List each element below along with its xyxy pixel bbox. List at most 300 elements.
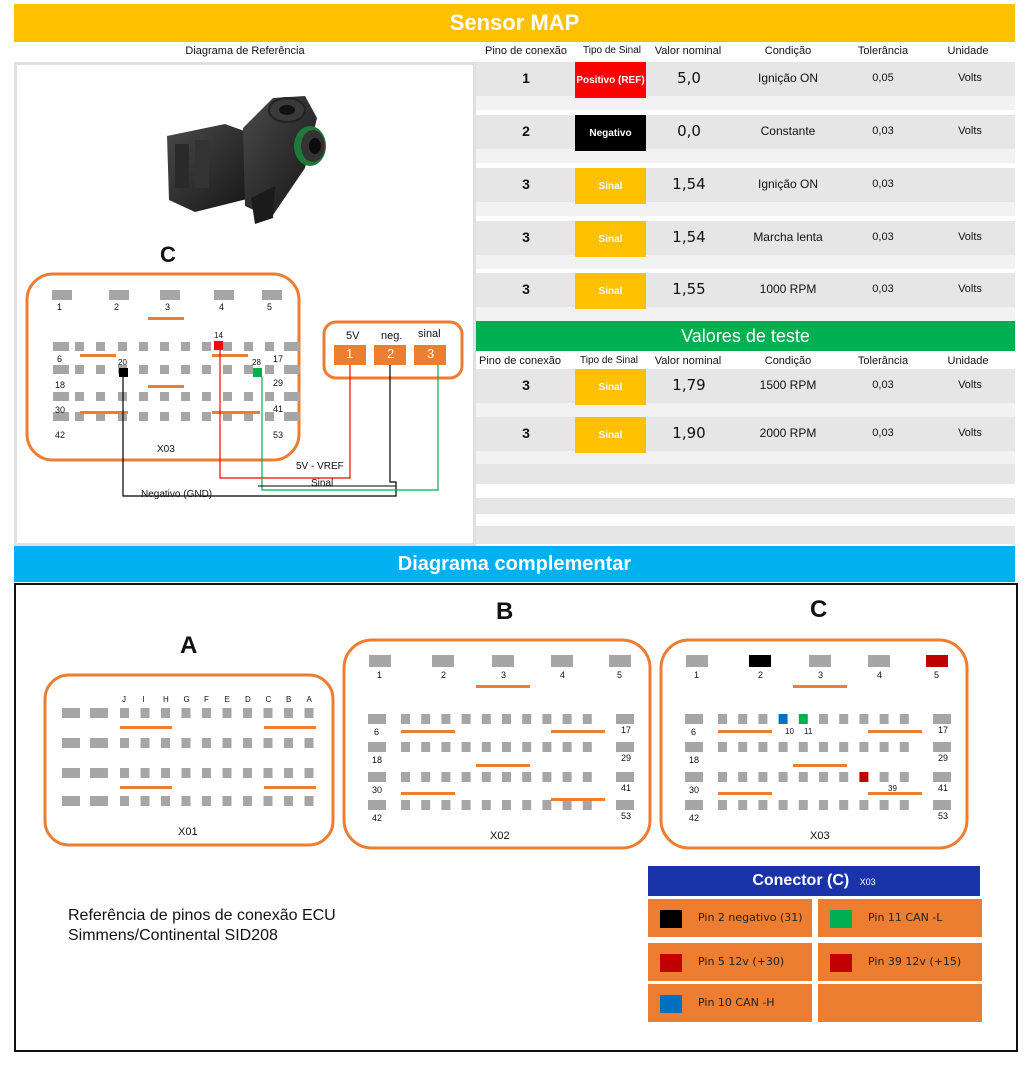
connector-a-col-label: H bbox=[163, 695, 169, 704]
row-spacer bbox=[476, 202, 1015, 216]
connector-pin bbox=[264, 738, 273, 748]
legend-item bbox=[648, 984, 812, 1022]
connector-pin bbox=[401, 800, 410, 810]
connector-pin bbox=[583, 742, 592, 752]
connector-pin-label: 30 bbox=[372, 785, 383, 795]
ref-pin-6: 6 bbox=[57, 354, 63, 364]
ref-pin-42: 42 bbox=[55, 430, 66, 440]
connector-pin bbox=[305, 768, 314, 778]
ref-connector-letter: C bbox=[160, 242, 176, 267]
connector-pin bbox=[401, 772, 410, 782]
connector-pin-label: 18 bbox=[689, 755, 700, 765]
connector-pin bbox=[542, 800, 551, 810]
ref-pin-3: 3 bbox=[165, 302, 171, 312]
connector-pin bbox=[542, 742, 551, 752]
connector-pin bbox=[482, 714, 491, 724]
ecu-reference-line-2: Simmens/Continental SID208 bbox=[68, 927, 278, 944]
connector-pin bbox=[758, 714, 767, 724]
row-unit: Volts bbox=[958, 125, 982, 137]
header-unit: Unidade bbox=[947, 45, 989, 57]
connector-pin bbox=[75, 392, 84, 401]
connector-pin bbox=[616, 772, 634, 782]
connector-pin bbox=[779, 800, 788, 810]
row-unit: Volts bbox=[958, 72, 982, 84]
connector-pin-label: 1 bbox=[694, 670, 700, 680]
row-tolerance: 0,03 bbox=[872, 379, 894, 391]
connector-pin bbox=[62, 768, 80, 778]
connector-pin bbox=[799, 714, 808, 724]
row-nominal: 1,79 bbox=[672, 376, 706, 394]
legend-title bbox=[648, 866, 980, 896]
row-unit: Volts bbox=[958, 283, 982, 295]
ref-pin-53: 53 bbox=[273, 430, 284, 440]
connector-pin bbox=[243, 738, 252, 748]
connector-pin bbox=[284, 365, 300, 374]
connector-pin bbox=[900, 800, 909, 810]
connector-pin-label: 53 bbox=[938, 811, 949, 821]
connector-pin bbox=[368, 772, 386, 782]
signal-type-badge: Positivo (REF) bbox=[575, 62, 646, 98]
connector-pin bbox=[284, 342, 300, 351]
row-tolerance: 0,03 bbox=[872, 283, 894, 295]
connector-pin bbox=[244, 342, 253, 351]
ref-pin-4: 4 bbox=[219, 302, 225, 312]
connector-pin bbox=[868, 655, 890, 667]
connector-pin bbox=[502, 772, 511, 782]
connector-pin bbox=[90, 768, 108, 778]
connector-pin bbox=[441, 800, 450, 810]
row-nominal: 1,54 bbox=[672, 175, 706, 193]
connector-pin-label: 3 bbox=[501, 670, 507, 680]
connector-pin bbox=[160, 342, 169, 351]
legend-swatch bbox=[660, 954, 682, 972]
ecu-reference-line-1: Referência de pinos de conexão ECU bbox=[68, 907, 336, 924]
connector-pin-label: 5 bbox=[934, 670, 940, 680]
connector-c-name: X03 bbox=[810, 830, 830, 842]
row-condition: 2000 RPM bbox=[759, 426, 817, 440]
row-nominal: 0,0 bbox=[677, 122, 701, 140]
test-header-unit: Unidade bbox=[947, 355, 989, 367]
ref-pin-20: 20 bbox=[118, 358, 127, 367]
header-condition: Condição bbox=[764, 45, 812, 57]
connector-pin bbox=[284, 796, 293, 806]
row-spacer bbox=[476, 96, 1015, 110]
connector-pin bbox=[53, 365, 69, 374]
legend-swatch bbox=[830, 910, 852, 928]
row-spacer bbox=[476, 255, 1015, 269]
connector-pin bbox=[202, 796, 211, 806]
connector-pin bbox=[880, 714, 889, 724]
connector-pin bbox=[819, 742, 828, 752]
connector-pin bbox=[685, 742, 703, 752]
signal-type-badge: Sinal bbox=[575, 417, 646, 453]
connector-pin bbox=[542, 714, 551, 724]
signal-type-badge: Sinal bbox=[575, 221, 646, 257]
connector-pin bbox=[502, 800, 511, 810]
page-title: Sensor MAP bbox=[14, 4, 1015, 42]
connector-a-name: X01 bbox=[178, 826, 198, 838]
row-spacer bbox=[476, 403, 1015, 417]
row-nominal: 1,90 bbox=[672, 424, 706, 442]
connector-pin bbox=[181, 342, 190, 351]
connector-pin bbox=[482, 800, 491, 810]
connector-pin bbox=[202, 392, 211, 401]
connector-highlight-label: 10 bbox=[785, 727, 794, 736]
connector-pin bbox=[779, 714, 788, 724]
connector-pin bbox=[75, 365, 84, 374]
ref-pin-41: 41 bbox=[273, 404, 284, 414]
connector-pin bbox=[616, 742, 634, 752]
sensor-pin-1: 1 bbox=[346, 346, 354, 361]
connector-pin bbox=[880, 800, 889, 810]
header-signal-type: Tipo de Sinal bbox=[583, 45, 641, 56]
connector-pin bbox=[880, 742, 889, 752]
connector-pin bbox=[161, 796, 170, 806]
connector-pin bbox=[502, 714, 511, 724]
connector-pin-label: 42 bbox=[689, 813, 700, 823]
connector-pin bbox=[859, 742, 868, 752]
legend-label: Pin 11 CAN -L bbox=[868, 911, 943, 924]
connector-pin-label: 29 bbox=[621, 753, 632, 763]
connector-a-col-label: D bbox=[245, 695, 251, 704]
wire-label-sinal: Sinal bbox=[311, 478, 334, 489]
connector-pin bbox=[758, 800, 767, 810]
header-diagram-ref: Diagrama de Referência bbox=[185, 45, 305, 57]
connector-pin bbox=[141, 708, 150, 718]
connector-pin bbox=[482, 772, 491, 782]
signal-type-badge: Sinal bbox=[575, 369, 646, 405]
connector-pin bbox=[202, 342, 211, 351]
wire-label-gnd: Negativo (GND) bbox=[141, 489, 213, 500]
connector-pin bbox=[421, 714, 430, 724]
connector-pin bbox=[202, 365, 211, 374]
connector-pin bbox=[264, 768, 273, 778]
connector-pin bbox=[62, 796, 80, 806]
complementary-title: Diagrama complementar bbox=[14, 546, 1015, 582]
empty-row bbox=[476, 526, 1015, 544]
connector-pin-label: 41 bbox=[621, 783, 632, 793]
ref-pin-1: 1 bbox=[57, 302, 63, 312]
connector-pin-label: 42 bbox=[372, 813, 383, 823]
connector-pin bbox=[859, 772, 868, 782]
legend-item bbox=[818, 899, 982, 937]
connector-pin bbox=[118, 342, 127, 351]
sensor-label-sinal: sinal bbox=[418, 328, 441, 340]
row-spacer bbox=[476, 307, 1015, 321]
sensor-label-5v: 5V bbox=[346, 330, 360, 342]
connector-pin-label: 17 bbox=[621, 725, 632, 735]
connector-pin bbox=[265, 365, 274, 374]
connector-pin bbox=[265, 342, 274, 351]
connector-pin bbox=[441, 772, 450, 782]
row-spacer bbox=[476, 451, 1015, 465]
row-pin: 1 bbox=[522, 70, 530, 86]
connector-pin bbox=[90, 796, 108, 806]
connector-pin bbox=[244, 392, 253, 401]
connector-pin bbox=[685, 772, 703, 782]
connector-pin bbox=[182, 768, 191, 778]
connector-pin bbox=[181, 365, 190, 374]
legend-item bbox=[818, 943, 982, 981]
connector-pin bbox=[738, 742, 747, 752]
connector-pin bbox=[839, 742, 848, 752]
connector-pin bbox=[933, 772, 951, 782]
ref-pin-30: 30 bbox=[55, 405, 66, 415]
legend-swatch bbox=[660, 995, 682, 1013]
connector-pin bbox=[799, 772, 808, 782]
connector-pin bbox=[202, 768, 211, 778]
connector-pin bbox=[160, 412, 169, 421]
connector-pin bbox=[369, 655, 391, 667]
connector-pin bbox=[243, 768, 252, 778]
test-header-signal-type: Tipo de Sinal bbox=[580, 355, 638, 366]
connector-pin bbox=[616, 714, 634, 724]
test-values-title: Valores de teste bbox=[476, 321, 1015, 351]
row-condition: Ignição ON bbox=[757, 71, 819, 85]
connector-pin bbox=[462, 714, 471, 724]
ecu-reference-text bbox=[68, 906, 336, 946]
connector-pin bbox=[202, 708, 211, 718]
connector-pin bbox=[441, 714, 450, 724]
row-nominal: 1,54 bbox=[672, 228, 706, 246]
legend-swatch bbox=[830, 954, 852, 972]
connector-pin bbox=[120, 708, 129, 718]
connector-pin bbox=[284, 392, 300, 401]
connector-pin bbox=[859, 714, 868, 724]
connector-c-letter: C bbox=[810, 596, 828, 623]
connector-pin bbox=[502, 742, 511, 752]
legend-empty-cell bbox=[818, 984, 982, 1022]
connector-b-name: X02 bbox=[490, 830, 510, 842]
connector-pin bbox=[223, 708, 232, 718]
connector-pin bbox=[563, 742, 572, 752]
row-unit: Volts bbox=[958, 427, 982, 439]
connector-pin bbox=[809, 655, 831, 667]
connector-pin bbox=[616, 800, 634, 810]
connector-pin bbox=[542, 772, 551, 782]
test-table-header bbox=[476, 352, 1015, 368]
wire-label-vref: 5V - VREF bbox=[296, 461, 344, 472]
signal-type-badge: Sinal bbox=[575, 168, 646, 204]
row-spacer bbox=[476, 149, 1015, 163]
connector-pin bbox=[139, 365, 148, 374]
legend-title-suffix: X03 bbox=[859, 877, 876, 887]
empty-row bbox=[476, 498, 1015, 514]
connector-pin bbox=[685, 800, 703, 810]
test-header-nominal: Valor nominal bbox=[654, 355, 722, 367]
table-header bbox=[14, 42, 1015, 62]
connector-pin bbox=[305, 796, 314, 806]
ref-pin-2: 2 bbox=[114, 302, 120, 312]
connector-pin bbox=[62, 708, 80, 718]
connector-pin bbox=[492, 655, 514, 667]
connector-pin bbox=[141, 768, 150, 778]
header-pin: Pino de conexão bbox=[485, 45, 567, 57]
connector-b-diagram bbox=[341, 637, 653, 851]
row-tolerance: 0,03 bbox=[872, 427, 894, 439]
connector-a-col-label: J bbox=[122, 695, 126, 704]
connector-pin-label: 53 bbox=[621, 811, 632, 821]
connector-pin bbox=[223, 738, 232, 748]
connector-highlight-label: 39 bbox=[888, 784, 897, 793]
row-nominal: 1,55 bbox=[672, 280, 706, 298]
connector-pin bbox=[563, 772, 572, 782]
connector-pin bbox=[859, 800, 868, 810]
connector-pin bbox=[368, 800, 386, 810]
connector-pin bbox=[551, 655, 573, 667]
connector-pin bbox=[284, 738, 293, 748]
signal-type-badge: Negativo bbox=[575, 115, 646, 151]
connector-pin bbox=[421, 742, 430, 752]
connector-pin bbox=[139, 342, 148, 351]
connector-pin bbox=[182, 738, 191, 748]
row-unit: Volts bbox=[958, 231, 982, 243]
connector-pin bbox=[161, 768, 170, 778]
row-pin: 3 bbox=[522, 425, 530, 441]
connector-pin bbox=[583, 714, 592, 724]
row-condition: Marcha lenta bbox=[753, 230, 823, 244]
connector-pin bbox=[609, 655, 631, 667]
signal-type-badge: Sinal bbox=[575, 273, 646, 309]
ref-pin-14: 14 bbox=[214, 331, 223, 340]
connector-pin bbox=[120, 738, 129, 748]
connector-pin bbox=[96, 342, 105, 351]
connector-pin bbox=[243, 708, 252, 718]
connector-pin bbox=[718, 772, 727, 782]
connector-pin bbox=[96, 392, 105, 401]
ref-pin-5: 5 bbox=[267, 302, 273, 312]
connector-pin bbox=[738, 772, 747, 782]
connector-pin bbox=[441, 742, 450, 752]
connector-pin bbox=[779, 772, 788, 782]
connector-pin bbox=[900, 772, 909, 782]
legend-label: Pin 10 CAN -H bbox=[698, 996, 775, 1009]
connector-a-col-label: G bbox=[183, 695, 190, 704]
legend-item bbox=[648, 899, 812, 937]
connector-pin bbox=[284, 708, 293, 718]
connector-pin-label: 41 bbox=[938, 783, 949, 793]
connector-pin bbox=[933, 800, 951, 810]
test-header-condition: Condição bbox=[764, 355, 812, 367]
connector-pin bbox=[738, 800, 747, 810]
row-pin: 3 bbox=[522, 229, 530, 245]
connector-pin bbox=[718, 742, 727, 752]
row-pin: 3 bbox=[522, 281, 530, 297]
row-tolerance: 0,05 bbox=[872, 72, 894, 84]
connector-pin bbox=[779, 742, 788, 752]
connector-highlight-label: 11 bbox=[804, 727, 813, 736]
connector-a-letter: A bbox=[180, 632, 198, 659]
connector-pin bbox=[223, 768, 232, 778]
row-condition: Ignição ON bbox=[757, 177, 819, 191]
connector-pin bbox=[141, 796, 150, 806]
connector-a-col-label: F bbox=[204, 695, 209, 704]
connector-pin bbox=[160, 392, 169, 401]
ref-pin-28: 28 bbox=[252, 358, 261, 367]
connector-pin bbox=[401, 714, 410, 724]
connector-pin bbox=[462, 772, 471, 782]
empty-row bbox=[476, 464, 1015, 484]
connector-pin bbox=[284, 768, 293, 778]
connector-pin bbox=[583, 800, 592, 810]
connector-pin bbox=[120, 796, 129, 806]
row-condition: 1000 RPM bbox=[759, 282, 817, 296]
connector-pin bbox=[182, 708, 191, 718]
connector-pin bbox=[462, 800, 471, 810]
connector-pin-label: 2 bbox=[758, 670, 764, 680]
header-tolerance: Tolerância bbox=[857, 45, 909, 57]
connector-pin bbox=[758, 742, 767, 752]
connector-pin bbox=[563, 714, 572, 724]
test-header-tolerance: Tolerância bbox=[857, 355, 909, 367]
connector-pin bbox=[718, 714, 727, 724]
connector-pin bbox=[264, 796, 273, 806]
legend-label: Pin 2 negativo (31) bbox=[698, 911, 803, 924]
connector-pin bbox=[799, 742, 808, 752]
ref-pin-29: 29 bbox=[273, 378, 284, 388]
connector-pin bbox=[839, 714, 848, 724]
connector-pin bbox=[368, 714, 386, 724]
sensor-pin-2: 2 bbox=[387, 346, 395, 361]
row-nominal: 5,0 bbox=[677, 69, 701, 87]
legend-label: Pin 5 12v (+30) bbox=[698, 955, 785, 968]
connector-a-col-label: B bbox=[286, 695, 292, 704]
connector-a-col-label: E bbox=[224, 695, 230, 704]
connector-pin bbox=[305, 738, 314, 748]
connector-b-letter: B bbox=[496, 598, 514, 625]
connector-pin bbox=[686, 655, 708, 667]
connector-pin bbox=[522, 714, 531, 724]
connector-pin-label: 6 bbox=[374, 727, 380, 737]
connector-pin bbox=[563, 800, 572, 810]
connector-pin bbox=[819, 800, 828, 810]
connector-pin bbox=[685, 714, 703, 724]
connector-pin bbox=[182, 796, 191, 806]
connector-pin bbox=[53, 392, 69, 401]
connector-pin bbox=[880, 772, 889, 782]
connector-pin-label: 5 bbox=[617, 670, 623, 680]
connector-pin bbox=[223, 796, 232, 806]
connector-pin bbox=[462, 742, 471, 752]
ref-connector-name: X03 bbox=[157, 444, 175, 455]
map-sensor-image bbox=[155, 88, 345, 238]
connector-pin-label: 1 bbox=[377, 670, 383, 680]
row-condition: Constante bbox=[760, 124, 816, 138]
legend-swatch bbox=[660, 910, 682, 928]
connector-pin bbox=[819, 714, 828, 724]
connector-pin bbox=[202, 412, 211, 421]
connector-pin bbox=[284, 412, 300, 421]
connector-pin bbox=[401, 742, 410, 752]
row-tolerance: 0,03 bbox=[872, 125, 894, 137]
ref-connector-diagram bbox=[22, 270, 472, 506]
row-unit: Volts bbox=[958, 379, 982, 391]
legend-label: Pin 39 12v (+15) bbox=[868, 955, 962, 968]
legend-title-main: Conector (C) bbox=[752, 872, 850, 889]
connector-pin bbox=[139, 392, 148, 401]
row-tolerance: 0,03 bbox=[872, 178, 894, 190]
connector-pin bbox=[160, 365, 169, 374]
connector-pin bbox=[223, 365, 232, 374]
connector-pin bbox=[933, 714, 951, 724]
connector-pin bbox=[583, 772, 592, 782]
connector-a-col-label: A bbox=[306, 695, 312, 704]
row-pin: 3 bbox=[522, 176, 530, 192]
connector-pin bbox=[522, 742, 531, 752]
row-tolerance: 0,03 bbox=[872, 231, 894, 243]
connector-pin bbox=[202, 738, 211, 748]
connector-pin bbox=[819, 772, 828, 782]
